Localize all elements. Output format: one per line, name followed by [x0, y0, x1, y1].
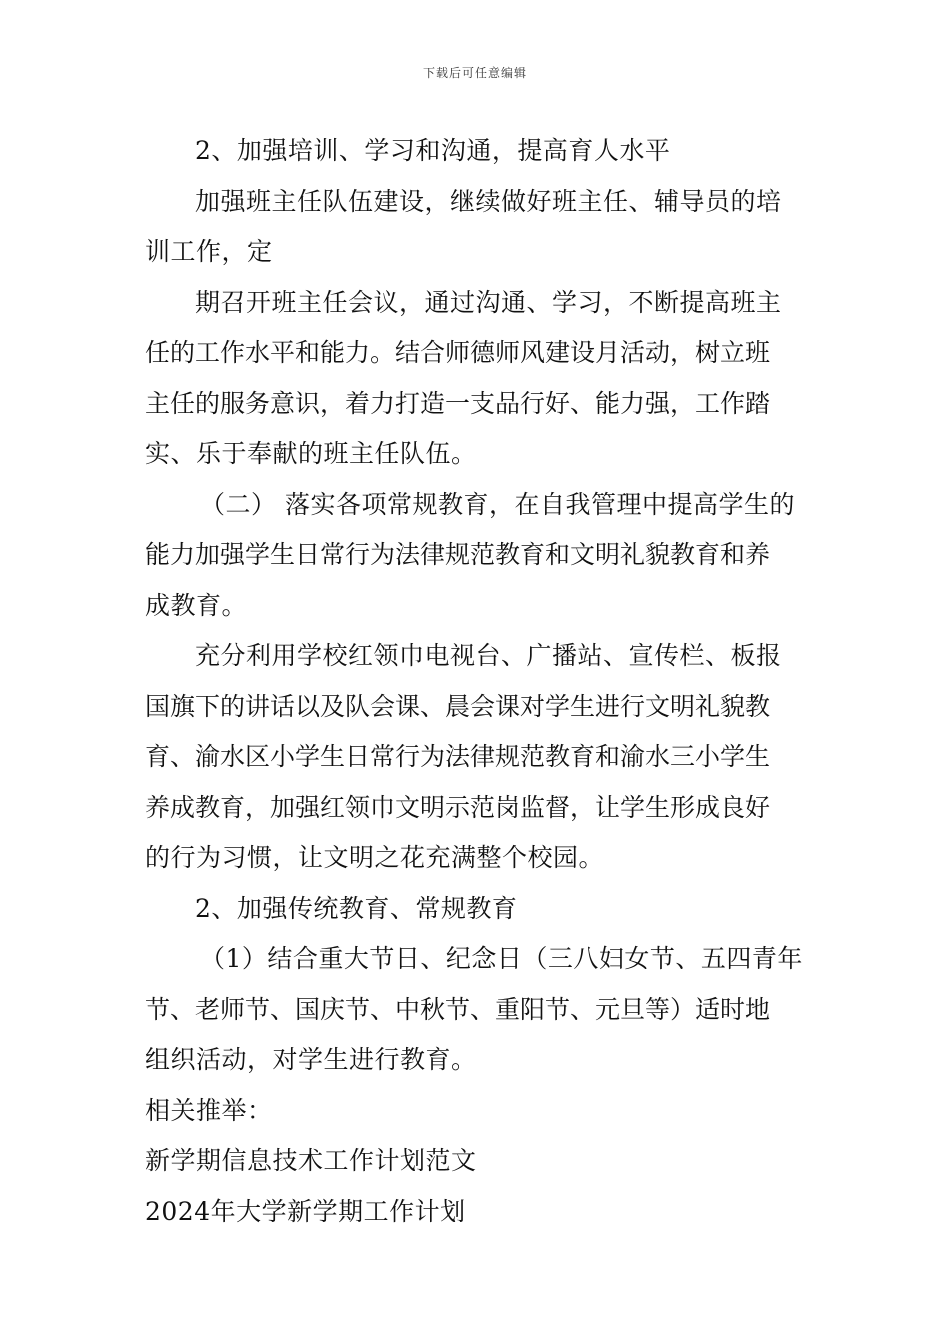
subheading-line: 2、加强培训、学习和沟通，提高育人水平: [195, 136, 671, 165]
paragraph-line: 育、渝水区小学生日常行为法律规范教育和渝水三小学生: [145, 742, 771, 771]
paragraph-line: 能力加强学生日常行为法律规范教育和文明礼貌教育和养: [145, 540, 771, 569]
paragraph-line: 主任的服务意识，着力打造一支品行好、能力强，工作踏: [145, 388, 771, 418]
paragraph-line: 任的工作水平和能力。结合师德师风建设月活动，树立班: [145, 338, 771, 367]
paragraph-line: 期召开班主任会议，通过沟通、学习，不断提高班主: [195, 287, 782, 317]
subheading-line: （二） 落实各项常规教育，在自我管理中提高学生的: [200, 489, 795, 519]
page-header-note: 下载后可任意编辑: [422, 66, 527, 80]
paragraph-line: 充分利用学校红领巾电视台、广播站、宣传栏、板报: [195, 641, 782, 670]
paragraph-line: 加强班主任队伍建设，继续做好班主任、辅导员的培: [195, 186, 782, 216]
related-link[interactable]: 2024年大学新学期工作计划: [145, 1196, 466, 1226]
related-link[interactable]: 新学期信息技术工作计划范文: [145, 1146, 477, 1175]
paragraph-line: （1）结合重大节日、纪念日（三八妇女节、五四青年: [200, 944, 803, 973]
paragraph-line: 实、乐于奉献的班主任队伍。: [145, 439, 477, 468]
document-body: [145, 126, 810, 1237]
paragraph-line: 训工作，定: [145, 237, 273, 266]
paragraph-line: 养成教育，加强红领巾文明示范岗监督，让学生形成良好: [145, 792, 771, 822]
paragraph-line: 国旗下的讲话以及队会课、晨会课对学生进行文明礼貌教: [145, 691, 771, 721]
paragraph-line: 成教育。: [145, 590, 248, 620]
paragraph-line: 节、老师节、国庆节、中秋节、重阳节、元旦等）适时地: [145, 994, 771, 1024]
paragraph-line: 的行为习惯，让文明之花充满整个校园。: [145, 843, 605, 872]
paragraph-line: 组织活动，对学生进行教育。: [145, 1045, 477, 1074]
subheading-line: 2、加强传统教育、常规教育: [195, 893, 518, 923]
related-heading: 相关推举：: [145, 1095, 273, 1125]
